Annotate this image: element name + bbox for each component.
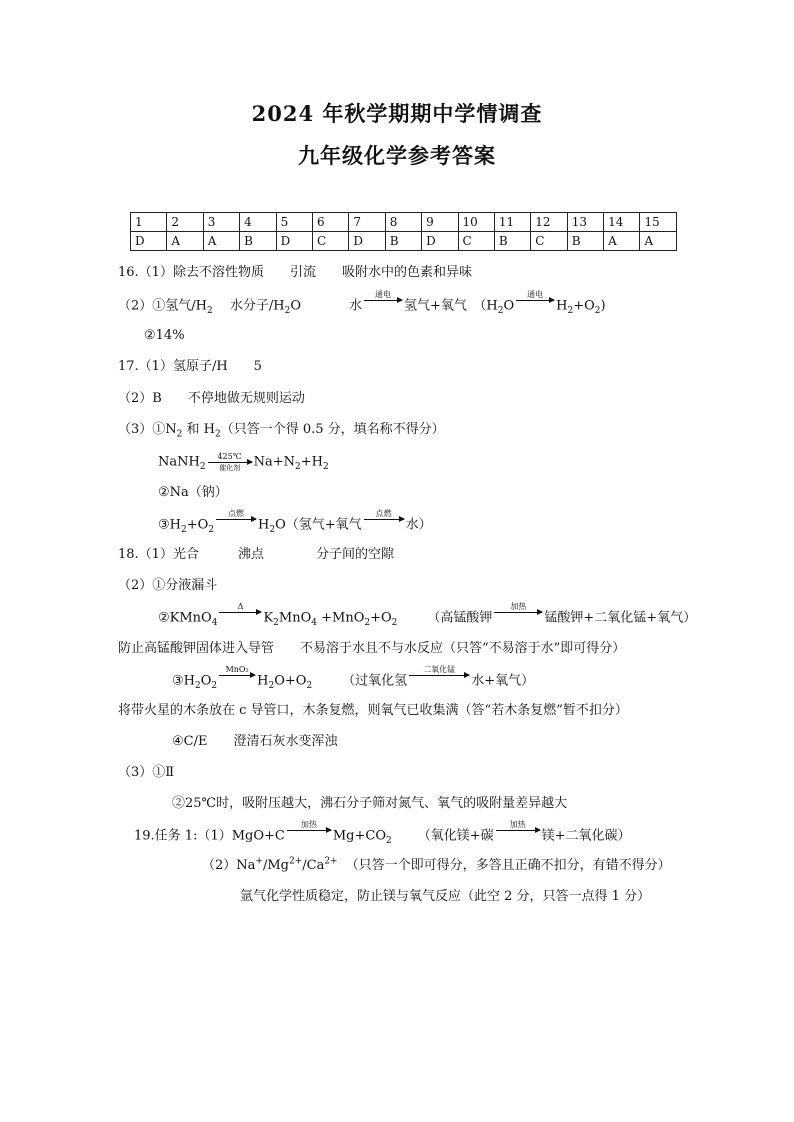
table-cell-answer: C — [531, 232, 567, 251]
reaction-arrow: 通电 — [516, 290, 554, 310]
page-subtitle: 九年级化学参考答案 — [298, 143, 496, 168]
q18-part2-f: ④C/E 澄清石灰水变浑浊 — [172, 734, 338, 749]
table-cell-number: 4 — [240, 213, 276, 232]
text: 氢气+氧气 （H — [404, 298, 498, 314]
table-cell-answer: B — [567, 232, 603, 251]
table-cell-number: 13 — [567, 213, 603, 232]
text: （2）①氢气/H — [118, 298, 207, 314]
table-cell-number: 2 — [167, 213, 203, 232]
table-cell-answer: A — [167, 232, 203, 251]
table-cell-answer: A — [203, 232, 239, 251]
table-cell-number: 14 — [604, 213, 640, 232]
page-title: 2024 年秋学期期中学情调查 — [251, 101, 543, 126]
text: 水分子/H — [212, 298, 285, 314]
q18-part1: 18.（1）光合 沸点 分子间的空隙 — [118, 547, 394, 562]
table-cell-number: 3 — [203, 213, 239, 232]
reaction-arrow: Δ — [219, 602, 261, 622]
q18-part2-a: （2）①分液漏斗 — [118, 578, 218, 593]
table-row-numbers — [131, 213, 677, 232]
q16-part2-a: （2）①氢气$/H_2$ 水分子$/H_2O$ 水 通电 氢气+氧气 （$H_2O$ 通电 $H_2+O_2$) — [118, 290, 606, 317]
q19-task1-part3: 氩气化学性质稳定，防止镁与氧气反应（此空 2 分，只答一点得 1 分） — [240, 889, 651, 904]
q18-part2-e: 将带火星的木条放在 c 导管口，木条复燃，则氧气已收集满（答“若木条复燃”暂不扣分） — [118, 703, 628, 718]
table-cell-number: 6 — [312, 213, 348, 232]
table-cell-answer: D — [131, 232, 167, 251]
q18-part3-b: ②25℃时，吸附压越大，沸石分子筛对氮气、氧气的吸附量差异越大 — [172, 796, 568, 811]
q19-task1-part2: $(2)Na^+/Mg^{2+}/Ca^{2+}$ （只答一个即可得分，多答且正确不扣分，有错不得分） — [202, 856, 671, 873]
table-cell-number: 1 — [131, 213, 167, 232]
table-cell-number: 11 — [494, 213, 530, 232]
q17-part1: 17.（1）氢原子/H 5 — [118, 359, 262, 374]
table-cell-answer: B — [385, 232, 421, 251]
table-row-answers — [131, 232, 677, 251]
table-cell-answer: B — [494, 232, 530, 251]
reaction-arrow: 加热 — [494, 602, 542, 622]
reaction-arrow: 通电 — [364, 290, 402, 310]
q18-part2-c: 防止高锰酸钾固体进入导管 不易溶于水且不与水反应（只答“不易溶于水”即可得分） — [118, 641, 626, 656]
reaction-arrow: 点燃 — [364, 509, 404, 529]
q17-part3-b: ②Na（钠） — [158, 485, 228, 500]
reaction-arrow: 425℃ 催化剂 — [208, 452, 252, 472]
table-cell-answer: B — [240, 232, 276, 251]
table-cell-number: 15 — [640, 213, 677, 232]
q17-equation-nanh2: NaNH$_2$ 425℃ 催化剂 $Na+N_2+H_2$ — [158, 452, 329, 473]
table-cell-answer: D — [349, 232, 385, 251]
reaction-arrow: 点燃 — [216, 509, 256, 529]
table-cell-answer: C — [312, 232, 348, 251]
table-cell-number: 7 — [349, 213, 385, 232]
table-cell-answer: A — [604, 232, 640, 251]
q17-part3-a: $(3)①N_2$ 和 $H_2$（只答一个得 0.5 分，填名称不得分） — [118, 422, 445, 440]
reaction-arrow: MnO₂ — [219, 665, 255, 685]
table-cell-number: 9 — [422, 213, 458, 232]
q19-task1-part1: 19.任务 1:（1）MgO+C 加热 $Mg+CO_2$ （氧化镁+碳 加热 镁+二氧化碳） — [134, 820, 631, 847]
q18-part2-b: ②KMnO$_4$ Δ $K_2MnO_4 +MnO_2+O_2$ （高锰酸钾 加热 锰酸钾+二氧化锰+氧气） — [158, 602, 697, 629]
q17-part3-c: $③H_2+O_2$ 点燃 $H_2O$（氢气+氧气 点燃 水） — [158, 509, 432, 536]
table-cell-number: 12 — [531, 213, 567, 232]
q17-part2: （2）B 不停地做无规则运动 — [118, 391, 305, 406]
reaction-arrow: 加热 — [287, 820, 331, 840]
reaction-arrow: 二氧化锰 — [409, 665, 469, 685]
reaction-arrow: 加热 — [496, 820, 540, 840]
q16-part1: 16.（1）除去不溶性物质 引流 吸附水中的色素和异味 — [118, 265, 472, 280]
table-cell-number: 10 — [458, 213, 494, 232]
text: 水 — [349, 298, 363, 314]
q18-part2-d: $③H_2O_2$ MnO₂ $H_2O+O_2$ （过氧化氢 二氧化锰 水+氧气） — [172, 665, 535, 692]
table-cell-answer: D — [422, 232, 458, 251]
q18-part3-a: （3）①Ⅱ — [118, 765, 175, 780]
table-cell-answer: C — [458, 232, 494, 251]
q16-part2-b: ②14% — [144, 328, 185, 343]
table-cell-answer: A — [640, 232, 677, 251]
table-cell-answer: D — [276, 232, 312, 251]
table-cell-number: 8 — [385, 213, 421, 232]
table-cell-number: 5 — [276, 213, 312, 232]
answer-table — [130, 212, 677, 251]
